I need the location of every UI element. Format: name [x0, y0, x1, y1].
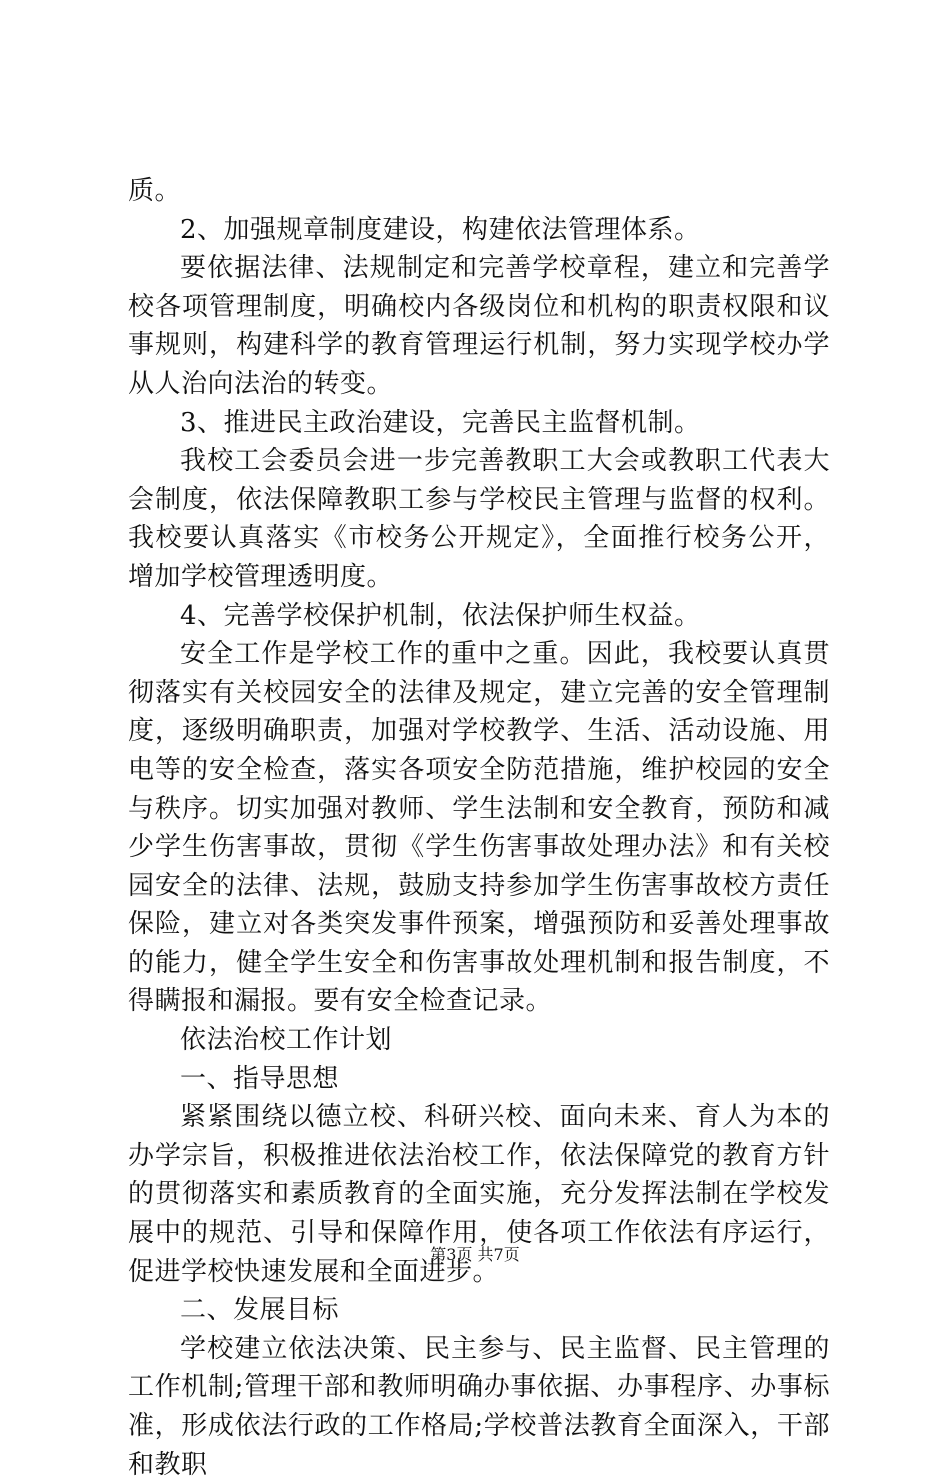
- paragraph-4: 3、推进民主政治建设，完善民主监督机制。: [180, 407, 701, 438]
- paragraph-1: 质。: [128, 176, 182, 206]
- paragraph-2: 2、加强规章制度建设，构建依法管理体系。: [180, 214, 701, 245]
- paragraph-5: 我校工会委员会进一步完善教职工大会或教职工代表大会制度，依法保障教职工参与学校民主管理与监督的权利。我校要认真落实《市校务公开规定》，全面推行校务公开，增加学校管理透明度。: [128, 446, 830, 592]
- paragraph-11-heading: 二、发展目标: [180, 1295, 340, 1326]
- paragraph-10: 紧紧围绕以德立校、科研兴校、面向未来、育人为本的办学宗旨，积极推进依法治校工作，依法保障党的教育方针的贯彻落实和素质教育的全面实施，充分发挥法制在学校发展中的规范、引导和保障作用，使各项工作依法有序运行，促进学校快速发展和全面进步。: [128, 1102, 830, 1287]
- paragraph-8-heading: 依法治校工作计划: [180, 1025, 393, 1056]
- paragraph-6: 4、完善学校保护机制，依法保护师生权益。: [180, 600, 701, 631]
- paragraph-3: 要依据法律、法规制定和完善学校章程，建立和完善学校各项管理制度，明确校内各级岗位和机构的职责权限和议事规则，构建科学的教育管理运行机制，努力实现学校办学从人治向法治的转变。: [128, 253, 830, 399]
- paragraph-9-heading: 一、指导思想: [180, 1063, 340, 1094]
- page-number-footer: 第3页 共7页: [430, 1245, 520, 1264]
- document-body: [128, 172, 830, 1484]
- paragraph-12: 学校建立依法决策、民主参与、民主监督、民主管理的工作机制;管理干部和教师明确办事依据、办事程序、办事标准，形成依法行政的工作格局;学校普法教育全面深入，干部和教职: [128, 1333, 830, 1480]
- paragraph-7: 安全工作是学校工作的重中之重。因此，我校要认真贯彻落实有关校园安全的法律及规定，建立完善的安全管理制度，逐级明确职责，加强对学校教学、生活、活动设施、用电等的安全检查，落实各项安全防范措施，维护校园的安全与秩序。切实加强对教师、学生法制和安全教育，预防和减少学生伤害事故，贯彻《学生伤害事故处理办法》和有关校园安全的法律、法规，鼓励支持参加学生伤害事故校方责任保险，建立对各类突发事件预案，增强预防和妥善处理事故的能力，健全学生安全和伤害事故处理机制和报告制度，不得瞒报和漏报。要有安全检查记录。: [128, 639, 830, 1017]
